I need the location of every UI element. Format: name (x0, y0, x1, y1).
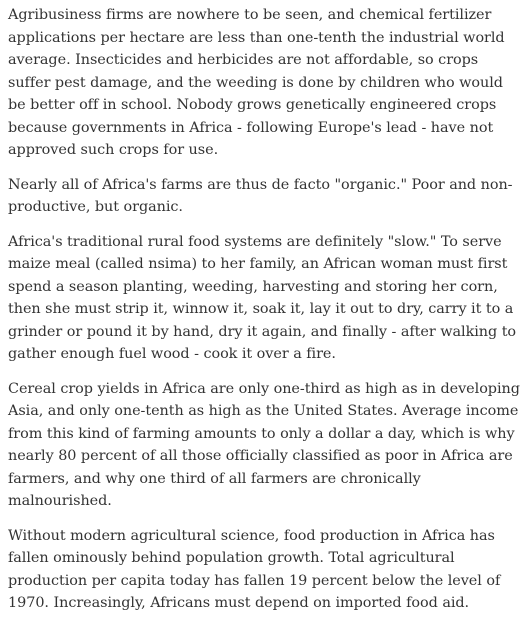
paragraph-crop-yields: Cereal crop yields in Africa are only one-third as high as in developing Asia, and only one-tenth as high as the United States. Average income from this kind of farming amounts to only a dollar a day, which is why nearly 80 percent of all those officially classified as poor in Africa are farmers, and why one third of all farmers are chronically malnourished. (8, 380, 520, 509)
paragraph-food-production: Without modern agricultural science, food production in Africa has fallen ominously behind population growth. Total agricultural production per capita today has fallen 19 percent below the level of 1970. Increasingly, Africans must depend on imported food aid. (8, 527, 501, 611)
paragraph-agribusiness: Agribusiness firms are nowhere to be seen, and chemical fertilizer applications per hectare are less than one-tenth the industrial world average. Insecticides and herbicides are not affordable, so crops suffer pest damage, and the weeding is done by children who would be better off in school. Nobody grows genetically engineered crops because governments in Africa - following Europe's lead - have not approved such crops for use. (8, 7, 505, 158)
paragraph-slow-food: Africa's traditional rural food systems are definitely "slow." To serve maize meal (called nsima) to her family, an African woman must first spend a season planting, weeding, harvesting and storing her corn, then she must strip it, winnow it, soak it, lay it out to dry, carry it to a grinder or pound it by hand, dry it again, and finally - after walking to gather enough fuel wood - cook it over a fire. (8, 233, 517, 362)
article-body (8, 4, 522, 627)
paragraph-organic: Nearly all of Africa's farms are thus de facto "organic." Poor and non-productive, but organic. (8, 176, 513, 215)
